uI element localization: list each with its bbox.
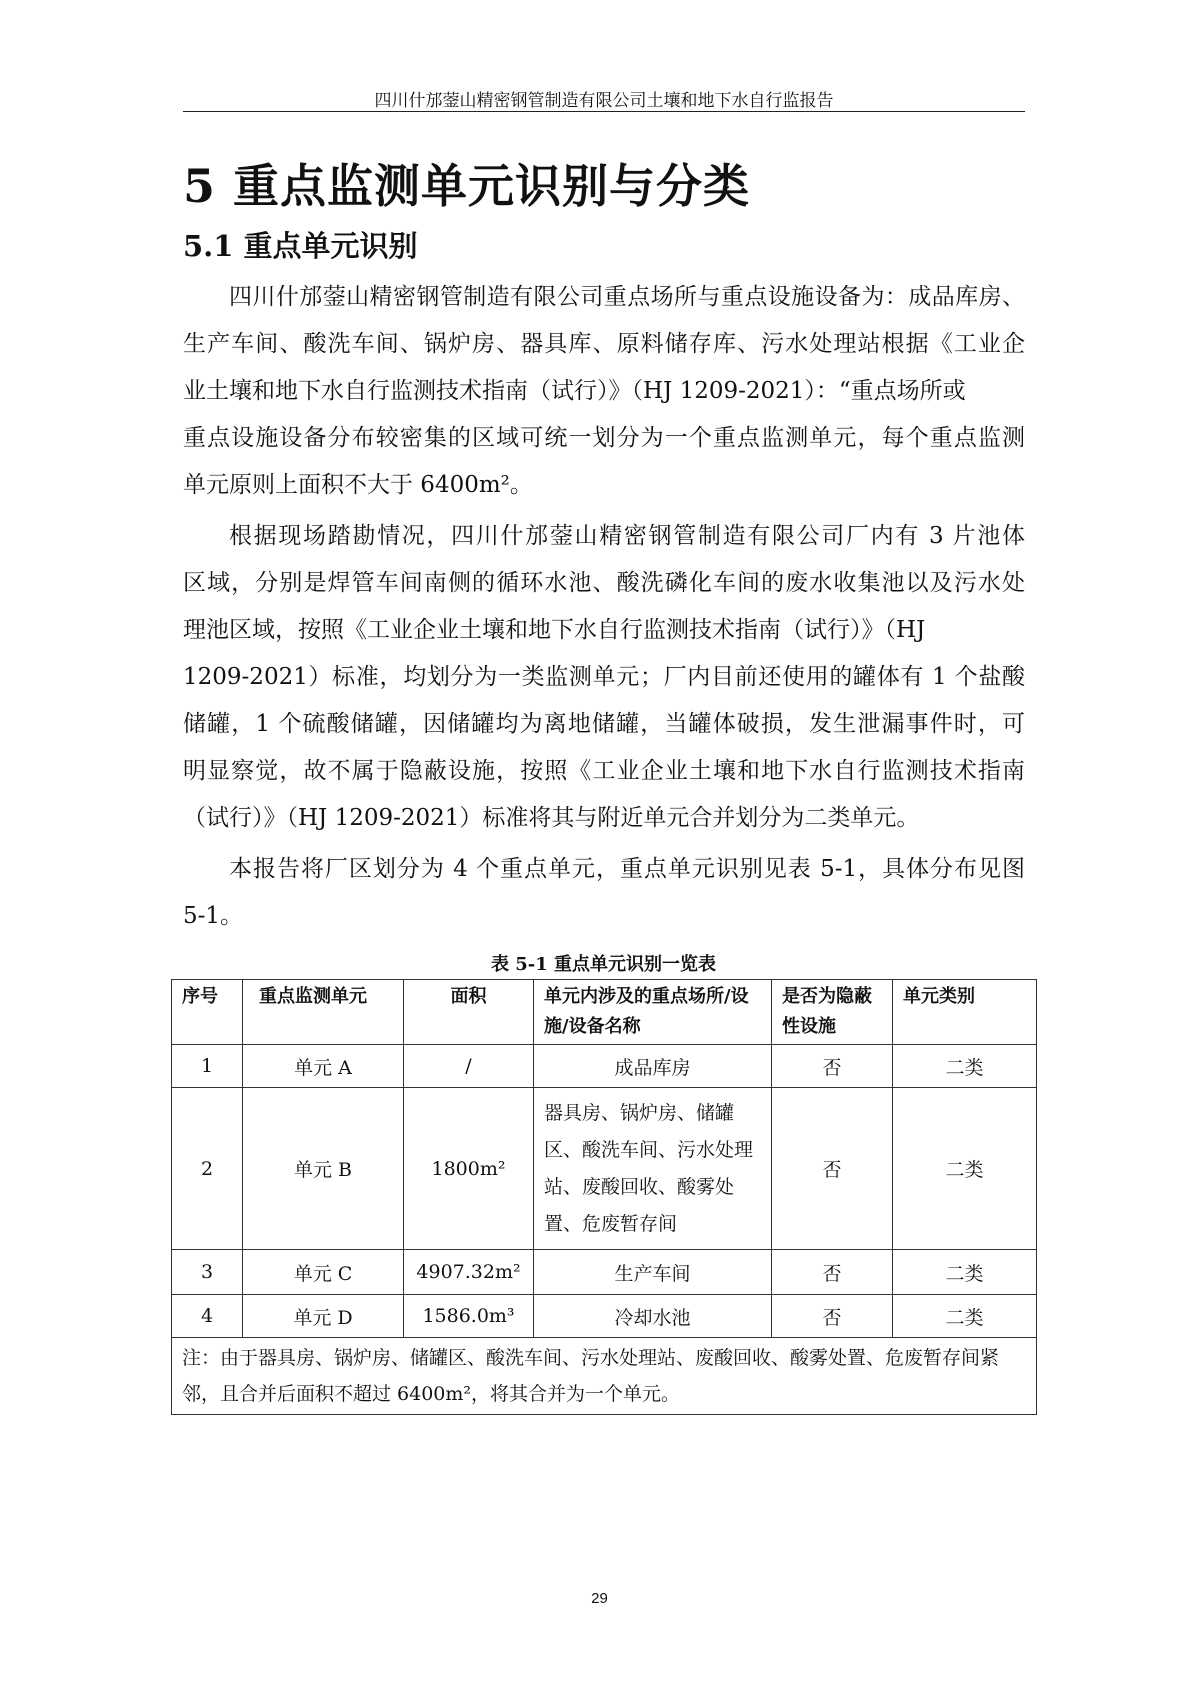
table-row <box>172 1250 1037 1295</box>
table-cell: 1586.0m³ <box>404 1295 534 1338</box>
table-row <box>172 1045 1037 1088</box>
table-cell: 2 <box>172 1088 243 1250</box>
section-title: 5.1 重点单元识别 <box>183 229 418 263</box>
table-cell: 4907.32m² <box>404 1250 534 1295</box>
header-cell: 单元内涉及的重点场所/设施/设备名称 <box>534 980 772 1045</box>
table-note: 注：由于器具房、锅炉房、储罐区、酸洗车间、污水处理站、废酸回收、酸雾处置、危废暂存间紧邻，且合并后面积不超过 6400m²，将其合并为一个单元。 <box>172 1338 1037 1415</box>
paragraph-line: 1209-2021）标准，均划分为一类监测单元；厂内目前还使用的罐体有 1 个盐酸 <box>183 664 1025 690</box>
table-cell: 1 <box>172 1045 243 1088</box>
paragraph-line: 储罐，1 个硫酸储罐，因储罐均为离地储罐，当罐体破损，发生泄漏事件时，可 <box>183 711 1025 737</box>
table-cell: 二类 <box>893 1250 1037 1295</box>
paragraph-line: 单元原则上面积不大于 6400m²。 <box>183 472 533 498</box>
table-row <box>172 1295 1037 1338</box>
table-cell: 生产车间 <box>534 1250 772 1295</box>
table-cell: 器具房、锅炉房、储罐区、酸洗车间、污水处理站、废酸回收、酸雾处置、危废暂存间 <box>534 1088 772 1250</box>
paragraph-line: 业土壤和地下水自行监测技术指南（试行）》（HJ 1209-2021）：“重点场所或 <box>183 378 966 404</box>
body-text <box>183 274 1025 940</box>
table-cell: 3 <box>172 1250 243 1295</box>
table-cell: / <box>404 1045 534 1088</box>
paragraph-line: 四川什邡蓥山精密钢管制造有限公司重点场所与重点设施设备为：成品库房、 <box>229 284 1025 310</box>
table-cell: 1800m² <box>404 1088 534 1250</box>
page-number: 29 <box>591 1590 608 1607</box>
running-header: 四川什邡蓥山精密钢管制造有限公司土壤和地下水自行监报告 <box>374 91 834 111</box>
table-cell: 单元 C <box>243 1250 404 1295</box>
header-cell: 面积 <box>404 980 534 1045</box>
table-caption: 表 5-1 重点单元识别一览表 <box>490 954 717 975</box>
table-cell: 4 <box>172 1295 243 1338</box>
table-cell: 二类 <box>893 1045 1037 1088</box>
table-cell: 否 <box>772 1088 893 1250</box>
table-cell: 单元 D <box>243 1295 404 1338</box>
header-cell: 是否为隐蔽性设施 <box>772 980 893 1045</box>
paragraph-line: 5-1。 <box>183 903 244 929</box>
chapter-title: 5 重点监测单元识别与分类 <box>183 159 751 213</box>
paragraph-line: （试行）》（HJ 1209-2021）标准将其与附近单元合并划分为二类单元。 <box>183 805 920 831</box>
table-cell: 单元 A <box>243 1045 404 1088</box>
paragraph-line: 重点设施设备分布较密集的区域可统一划分为一个重点监测单元，每个重点监测 <box>183 425 1025 451</box>
table-cell: 二类 <box>893 1088 1037 1250</box>
table-cell: 二类 <box>893 1295 1037 1338</box>
key-unit-table <box>171 979 1037 1415</box>
header-divider <box>183 111 1025 112</box>
paragraph-line: 明显察觉，故不属于隐蔽设施，按照《工业企业土壤和地下水自行监测技术指南 <box>183 758 1025 784</box>
table-header-row <box>172 980 1037 1045</box>
table-cell: 否 <box>772 1250 893 1295</box>
table-cell: 冷却水池 <box>534 1295 772 1338</box>
header-cell: 重点监测单元 <box>243 980 404 1045</box>
paragraph-line: 本报告将厂区划分为 4 个重点单元，重点单元识别见表 5-1，具体分布见图 <box>229 856 1025 882</box>
table-cell: 否 <box>772 1045 893 1088</box>
header-cell: 序号 <box>172 980 243 1045</box>
table-row <box>172 1088 1037 1250</box>
paragraph-line: 根据现场踏勘情况，四川什邡蓥山精密钢管制造有限公司厂内有 3 片池体 <box>229 523 1025 549</box>
paragraph-line: 区域，分别是焊管车间南侧的循环水池、酸洗磷化车间的废水收集池以及污水处 <box>183 570 1025 596</box>
paragraph-line: 理池区域，按照《工业企业土壤和地下水自行监测技术指南（试行）》（HJ <box>183 617 926 643</box>
header-cell: 单元类别 <box>893 980 1037 1045</box>
table-cell: 成品库房 <box>534 1045 772 1088</box>
paragraph-line: 生产车间、酸洗车间、锅炉房、器具库、原料储存库、污水处理站根据《工业企 <box>183 331 1025 357</box>
table-cell: 单元 B <box>243 1088 404 1250</box>
table-cell: 否 <box>772 1295 893 1338</box>
